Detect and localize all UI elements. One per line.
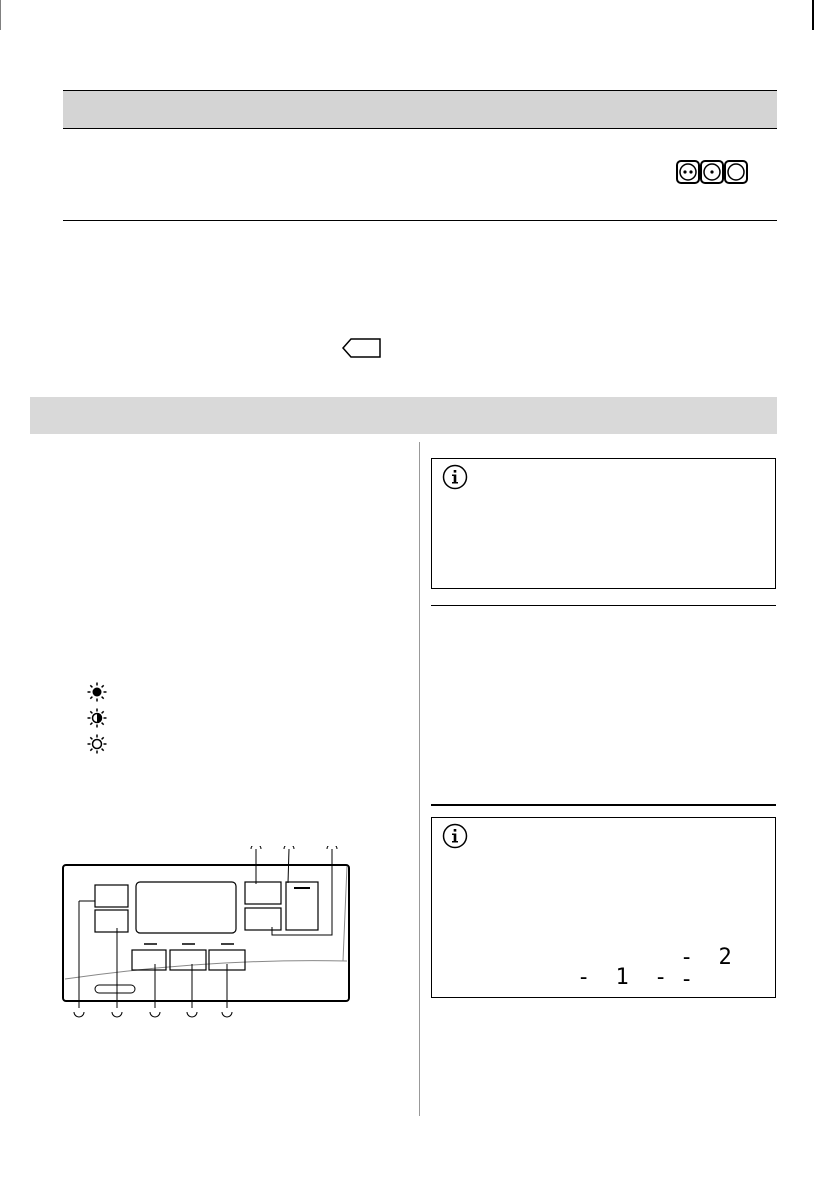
top-edge-line [0,0,839,30]
brightness-high-icon [87,682,107,702]
display-value-upper: - 2 - [680,945,738,992]
divider-line-1 [431,605,776,606]
divider-line-2 [431,804,776,806]
dryness-tag-icon [342,338,382,358]
panel-start-button [286,882,318,930]
panel-display [136,882,236,933]
info-icon [442,464,468,490]
panel-button-1 [95,885,128,907]
info-box-2 [431,817,776,998]
panel-button-5 [132,950,166,970]
panel-right-line [343,866,347,961]
panel-slot [95,985,135,993]
display-value-lower: - 1 - [577,965,674,990]
brightness-low-icon [87,734,107,754]
info-icon [442,823,468,849]
table-body-row [63,128,777,221]
table [63,90,777,221]
info-box-1 [431,458,776,589]
table-header-row [63,90,777,129]
column-divider [419,442,420,1116]
section-header-bar [30,397,777,434]
dryness-level-icons [676,160,748,184]
panel-button-2 [95,910,128,932]
panel-button-6 [170,950,206,970]
control-panel-diagram [60,846,360,1018]
panel-button-3 [245,882,281,904]
panel-button-4 [245,908,281,930]
brightness-medium-icon [87,708,107,728]
